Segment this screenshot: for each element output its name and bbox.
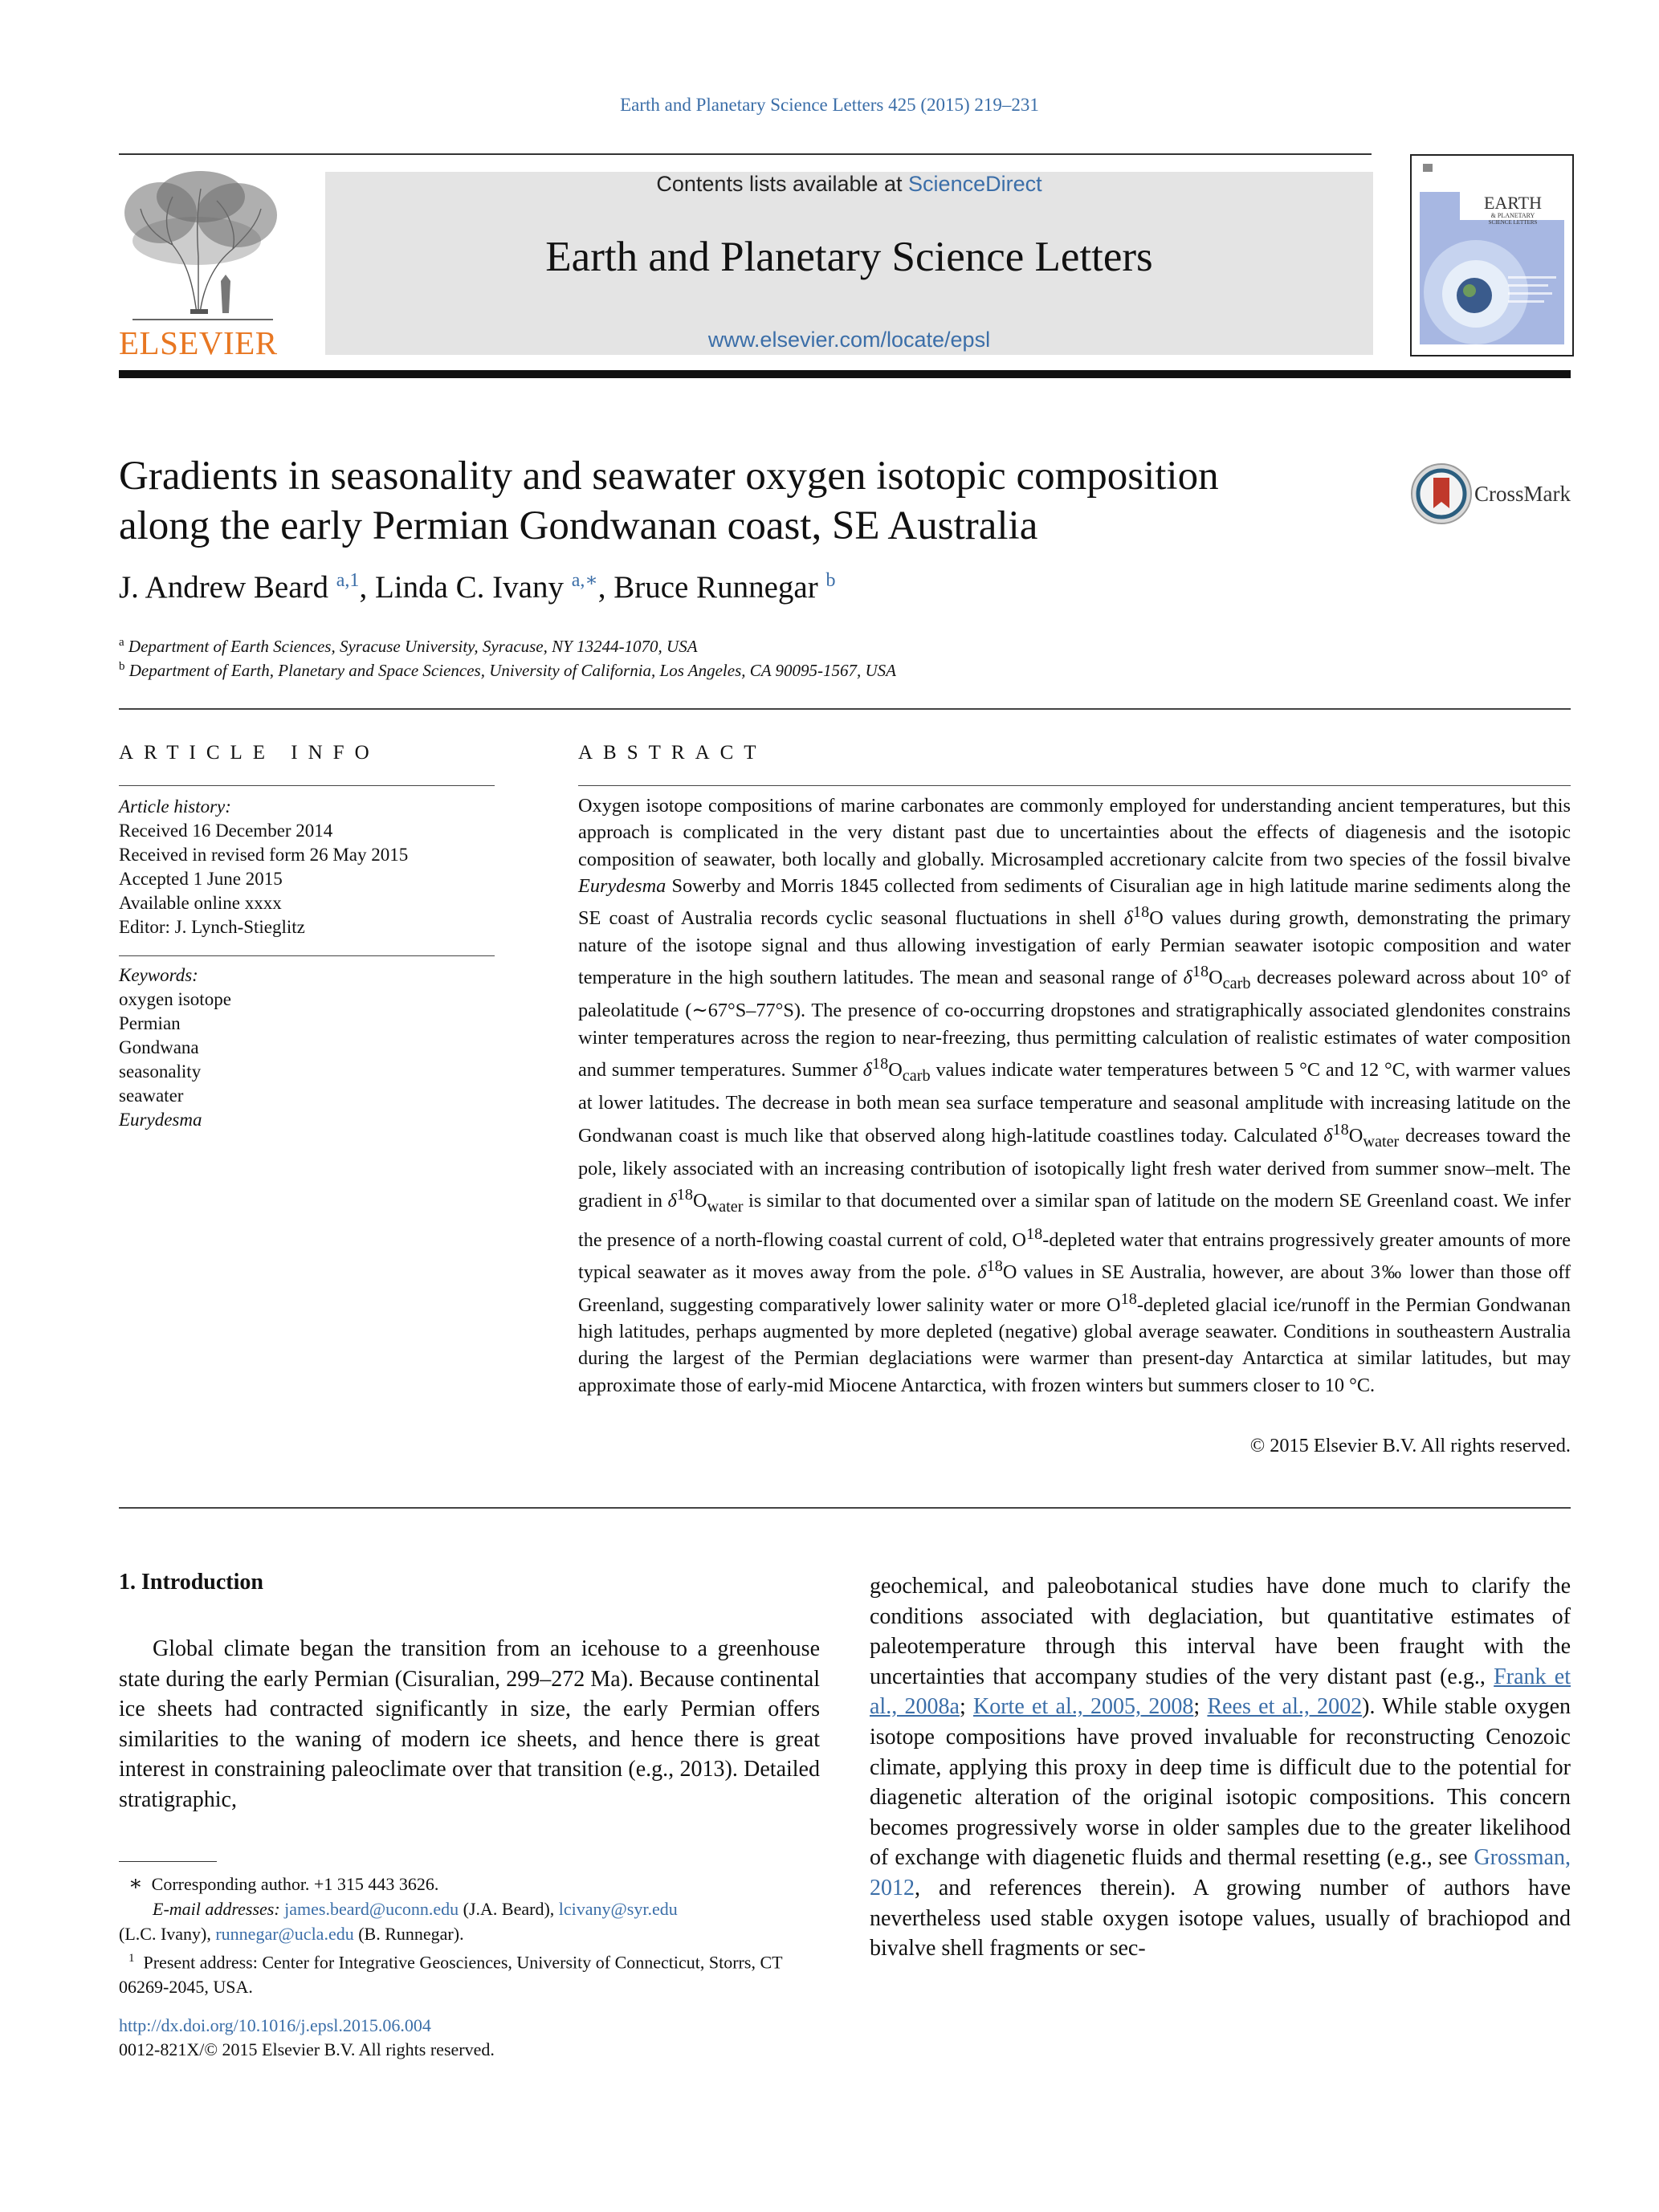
issn-line: 0012-821X/© 2015 Elsevier B.V. All rights reserved.: [119, 2039, 495, 2059]
journal-cover-thumbnail[interactable]: [1410, 154, 1574, 356]
abstract-copyright: © 2015 Elsevier B.V. All rights reserved.: [1249, 1435, 1571, 1456]
journal-reference[interactable]: Earth and Planetary Science Letters 425 (2015) 219–231: [620, 95, 1039, 115]
history-item: Available online xxxx: [119, 893, 282, 913]
author-name: Linda C. Ivany: [374, 570, 564, 605]
cover-title-3: SCIENCE LETTERS: [1488, 219, 1538, 226]
corresponding-author-note: ∗ Corresponding author. +1 315 443 3626.: [128, 1872, 439, 1895]
email-link[interactable]: runnegar@ucla.edu: [215, 1924, 354, 1944]
keyword: seawater: [119, 1086, 184, 1106]
author-affiliation-mark[interactable]: a,∗: [571, 570, 598, 591]
crossmark-label[interactable]: CrossMark: [1474, 482, 1571, 506]
affiliation-a: $^a$ Department of Earth Sciences, Syracuse University, Syracuse, NY 13244-1070, USA: [119, 636, 698, 656]
author-list: J. Andrew Beard $^{a,1}$, Linda C. Ivany $^{a,∗}$, Bruce Runnegar $^b$: [119, 570, 836, 605]
citation-link[interactable]: Grossman, 2012: [870, 1845, 1571, 1900]
history-label: Article history:: [119, 796, 231, 817]
keywords-label: Keywords:: [119, 965, 198, 985]
citation-link[interactable]: Korte et al., 2005, 2008: [973, 1694, 1194, 1720]
asterisk-mark: ∗: [128, 1872, 143, 1895]
keyword: seasonality: [119, 1061, 202, 1082]
cover-art: [1412, 156, 1572, 355]
keywords-rule: [119, 955, 495, 956]
section-rule: [119, 708, 1571, 710]
title-line-2: along the early Permian Gondwanan coast, SE Australia: [119, 503, 1038, 548]
author-affiliation-mark[interactable]: a,1: [336, 570, 360, 591]
elsevier-wordmark: ELSEVIER: [119, 324, 278, 361]
journal-name: Earth and Planetary Science Letters: [545, 234, 1153, 280]
email-addresses-cont: (L.C. Ivany), runnegar@ucla.edu (B. Runnegar).: [119, 1924, 464, 1944]
body-rule: [119, 1507, 1571, 1509]
abstract-rule: [578, 785, 1571, 786]
header-rule: [119, 153, 1372, 155]
sciencedirect-link[interactable]: ScienceDirect: [908, 172, 1042, 196]
introduction-right-column: geochemical, and paleobotanical studies have done much to clarify the conditions associated with deglaciation, but quantitative estimates of paleotemperature through this interval have been fraught with the uncertainties that accompany studies of the very distant past (e.g., Frank et al., 2008a; Korte et al., 2005, 2008; Rees et al., 2002). While stable oxygen isotope compositions have proved invaluable for reconstructing Cenozoic climate, applying this proxy in deep time is difficult due to the potential for diagenetic alteration of the original isotopic compositions. This concern becomes progressively worse in older samples due to the greater likelihood of exchange with diagenetic fluids and thermal resetting (e.g., see Grossman, 2012, and references therein). A growing number of authors have nevertheless used stable oxygen isotope values, usually of brachiopod and bivalve shell fragments or sec-: [870, 1574, 1571, 1961]
history-item: Accepted 1 June 2015: [119, 869, 283, 889]
cover-title-1: EARTH: [1483, 193, 1542, 213]
header-thick-rule: [119, 370, 1571, 378]
title-line-1: Gradients in seasonality and seawater oxygen isotopic composition: [119, 454, 1219, 499]
affiliation-b: $^b$ Department of Earth, Planetary and Space Sciences, University of California, Los Angeles, CA 90095-1567, USA: [119, 660, 896, 680]
introduction-left-column: Global climate began the transition from an icehouse to a greenhouse state during the early Permian (Cisuralian, 299–272 Ma). Because continental ice sheets had contracted significantly in size, the early Permian offers similarities to the waning of modern ice sheets, and hence there is great interest in constraining paleoclimate over that transition (e.g., 2013). Detailed stratigraphic,: [119, 1636, 820, 1812]
contents-prefix: Contents lists available at: [656, 172, 909, 196]
cover-title-2: & PLANETARY: [1490, 212, 1535, 219]
keyword: Eurydesma: [119, 1110, 202, 1130]
article-info-heading: ARTICLE INFO: [119, 742, 380, 764]
article-title: [119, 451, 1372, 551]
present-address-note: $^1$ Present address: Center for Integrative Geosciences, University of Connecticut, Storrs, CT 06269-2045, USA.: [119, 1952, 783, 1998]
citation-link[interactable]: Rees et al., 2002: [1207, 1694, 1363, 1720]
introduction-heading: 1. Introduction: [119, 1570, 263, 1595]
history-item: Editor: J. Lynch-Stieglitz: [119, 917, 305, 937]
author-name: J. Andrew Beard: [119, 570, 329, 605]
abstract-body: Oxygen isotope compositions of marine carbonates are commonly employed for understanding ancient temperatures, but this approach is complicated in the very distant past due to uncertainties about the effects of diagenesis and the isotopic composition of seawater, both locally and globally. Microsampled accretionary calcite from two species of the fossil bivalve Eurydesma Sowerby and Morris 1845 collected from sediments of Cisuralian age in high latitude marine sediments along the SE coast of Australia records cyclic seasonal fluctuations in shell $\delta^{18}O$ values during growth, demonstrating the primary nature of the isotope signal and thus allowing investigation of early Permian seawater isotopic composition and water temperature in the high southern latitudes. The mean and seasonal range of $\delta^{18}O_{carb}$ decreases poleward across about 10° of paleolatitude (∼67°S–77°S). The presence of co-occurring dropstones and stratigraphically associated glendonites constrains winter temperatures across the region to near-freezing, thus permitting calculation of realistic estimates of water composition and summer temperatures. Summer $\delta^{18}O_{carb}$ values indicate water temperatures between 5 °C and 12 °C, with warmer values at lower latitudes. The decrease in both mean sea surface temperature and seasonal amplitude with increasing latitude on the Gondwanan coast is much like that observed along high-latitude coastlines today. Calculated $\delta^{18}O_{water}$ decreases toward the pole, likely associated with an increasing contribution of isotopically light fresh water derived from summer snow–melt. The gradient in $\delta^{18}O_{water}$ is similar to that documented over a similar span of latitude on the modern SE Greenland coast. We infer the presence of a north-flowing coastal current of cold, $O^{18}$-depleted water that entrains progressively greater amounts of more typical seawater as it moves away from the pole. $\delta^{18}O$ values in SE Australia, however, are about 3‰ lower than those off Greenland, suggesting comparatively lower salinity water or more $O^{18}$-depleted glacial ice/runoff in the Permian Gondwanan high latitudes, perhaps augmented by more depleted (negative) global average seawater. Conditions in southeastern Australia during the largest of the Permian deglaciations were warmer than present-day Antarctica at similar latitudes, but may approximate those of early-mid Miocene Antarctica, with frozen winters but summers closer to 10 °C.: [578, 795, 1571, 1396]
email-link[interactable]: lcivany@syr.edu: [558, 1899, 678, 1919]
footnote-rule: [119, 1861, 217, 1862]
journal-url-link[interactable]: www.elsevier.com/locate/epsl: [707, 328, 991, 352]
contents-line: [325, 172, 1373, 197]
keyword: Gondwana: [119, 1037, 199, 1057]
email-link[interactable]: james.beard@uconn.edu: [284, 1899, 459, 1919]
keyword: Permian: [119, 1013, 181, 1033]
footnotes: [119, 1871, 825, 1999]
keyword: oxygen isotope: [119, 989, 231, 1009]
article-history: [119, 795, 408, 939]
author-name: Bruce Runnegar: [613, 570, 818, 605]
abstract-heading: ABSTRACT: [578, 742, 767, 764]
citation-link[interactable]: Frank et al., 2008a: [870, 1664, 1571, 1720]
history-item: Received in revised form 26 May 2015: [119, 845, 409, 865]
keywords: [119, 963, 231, 1132]
article-info-rule: [119, 785, 495, 786]
email-addresses: E-mail addresses: james.beard@uconn.edu (J.A. Beard), lcivany@syr.edu: [153, 1899, 678, 1919]
doi-link[interactable]: http://dx.doi.org/10.1016/j.epsl.2015.06.004: [119, 2015, 431, 2035]
history-item: Received 16 December 2014: [119, 821, 333, 841]
footnote-mark: 1: [128, 1952, 135, 1965]
author-affiliation-mark[interactable]: b: [825, 570, 836, 591]
crossmark-icon[interactable]: [1409, 462, 1474, 526]
